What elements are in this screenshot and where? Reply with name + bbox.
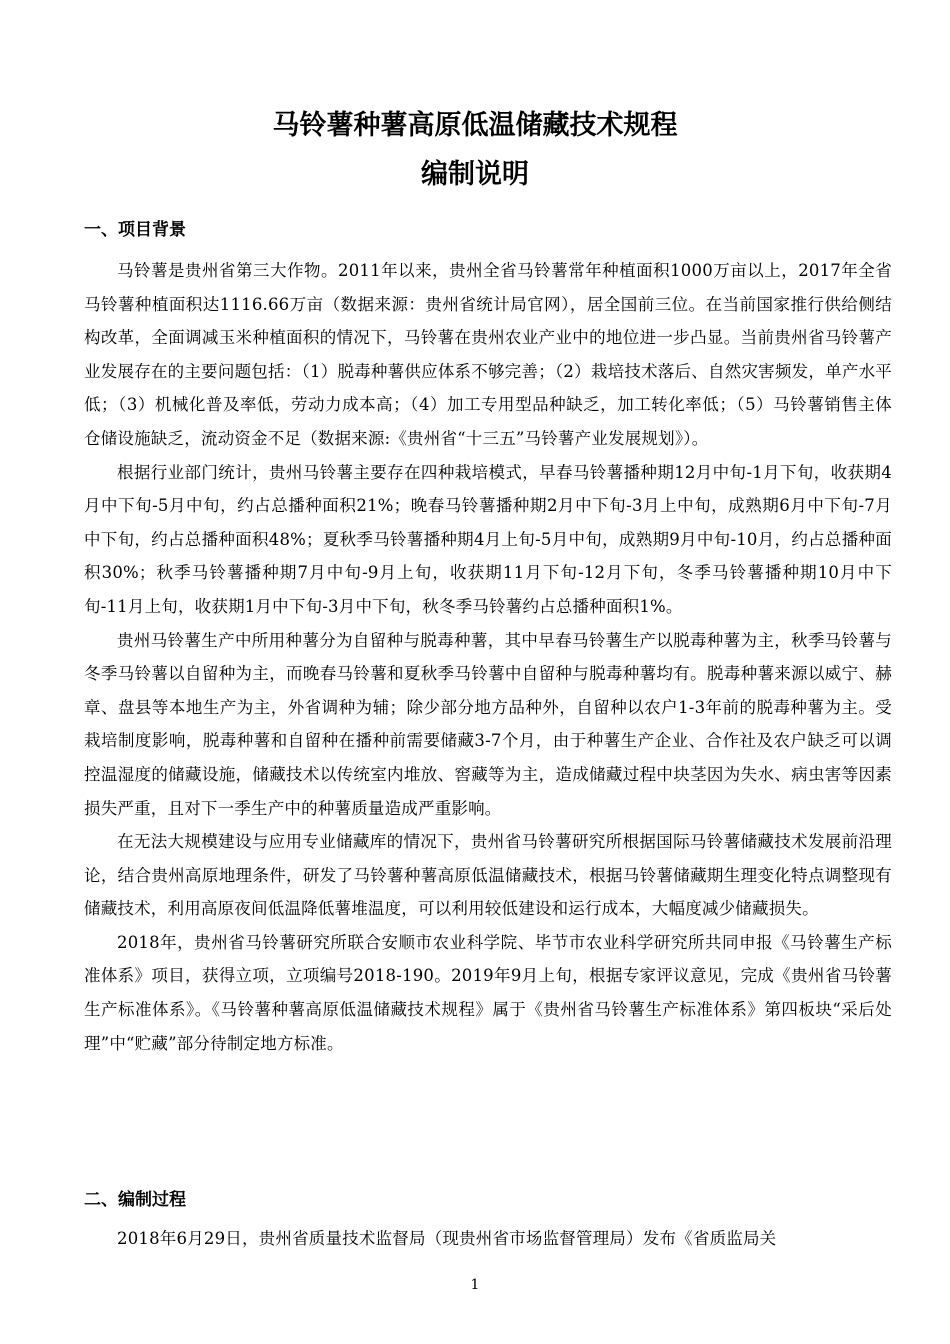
section-heading-process: 二、编制过程 [84,1190,186,1210]
paragraph: 贵州马铃薯生产中所用种薯分为自留种与脱毒种薯，其中早春马铃薯生产以脱毒种薯为主，秋季马铃薯与冬季马铃薯以自留种为主，而晚春马铃薯和夏秋季马铃薯中自留种与脱毒种薯均有。脱毒种薯来源以威宁、赫章、盘县等本地生产为主，外省调种为辅；除少部分地方品种外，自留种以农户1-3年前的脱毒种薯为主。受栽培制度影响，脱毒种薯和自留种在播种前需要储藏3-7个月，由于种薯生产企业、合作社及农户缺乏可以调控温湿度的储藏设施，储藏技术以传统室内堆放、窖藏等为主，造成储藏过程中块茎因为失水、病虫害等因素损失严重，且对下一季生产中的种薯质量造成严重影响。 [84,630,892,818]
paragraph: 马铃薯是贵州省第三大作物。2011年以来，贵州全省马铃薯常年种植面积1000万亩以上，2017年全省马铃薯种植面积达1116.66万亩（数据来源：贵州省统计局官网），居全国前三位。在当前国家推行供给侧结构改革，全面调减玉米种植面积的情况下，马铃薯在贵州农业产业中的地位进一步凸显。当前贵州省马铃薯产业发展存在的主要问题包括：（1）脱毒种薯供应体系不够完善；（2）栽培技术落后、自然灾害频发，单产水平低；（3）机械化普及率低，劳动力成本高；（4）加工专用型品种缺乏，加工转化率低；（5）马铃薯销售主体仓储设施缺乏，流动资金不足（数据来源:《贵州省“十三五”马铃薯产业发展规划》）。 [84,261,892,448]
document-subtitle: 编制说明 [421,159,529,190]
paragraph: 在无法大规模建设与应用专业储藏库的情况下，贵州省马铃薯研究所根据国际马铃薯储藏技术发展前沿理论，结合贵州高原地理条件，研发了马铃薯种薯高原低温储藏技术，根据马铃薯储藏期生理变化特点调整现有储藏技术，利用高原夜间低温降低薯堆温度，可以利用较低建设和运行成本，大幅度减少储藏损失。 [84,832,892,919]
section-heading-background: 一、项目背景 [84,220,186,240]
section-body-background [84,254,892,1060]
document-title: 马铃薯种薯高原低温储藏技术规程 [272,110,678,141]
paragraph: 2018年6月29日，贵州省质量技术监督局（现贵州省市场监督管理局）发布《省质监局关 [117,1229,777,1248]
page-number: 1 [470,1277,480,1293]
paragraph: 2018年，贵州省马铃薯研究所联合安顺市农业科学院、毕节市农业科学研究所共同申报《马铃薯生产标准体系》项目，获得立项，立项编号2018-190。2019年9月上旬，根据专家评议意见，完成《贵州省马铃薯生产标准体系》。《马铃薯种薯高原低温储藏技术规程》属于《贵州省马铃薯生产标准体系》第四板块“采后处理”中“贮藏”部分待制定地方标准。 [84,932,892,1053]
section-body-process [84,1222,892,1256]
paragraph: 根据行业部门统计，贵州马铃薯主要存在四种栽培模式，早春马铃薯播种期12月中旬-1月下旬，收获期4月中下旬-5月中旬，约占总播种面积21%；晚春马铃薯播种期2月中下旬-3月上中旬，成熟期6月中下旬-7月中下旬，约占总播种面积48%；夏秋季马铃薯播种期4月上旬-5月中旬，成熟期9月中旬-10月，约占总播种面积30%；秋季马铃薯播种期7月中旬-9月上旬，收获期11月下旬-12月下旬，冬季马铃薯播种期10月中下旬-11月上旬，收获期1月中下旬-3月中下旬，秋冬季马铃薯约占总播种面积1%。 [84,462,892,616]
